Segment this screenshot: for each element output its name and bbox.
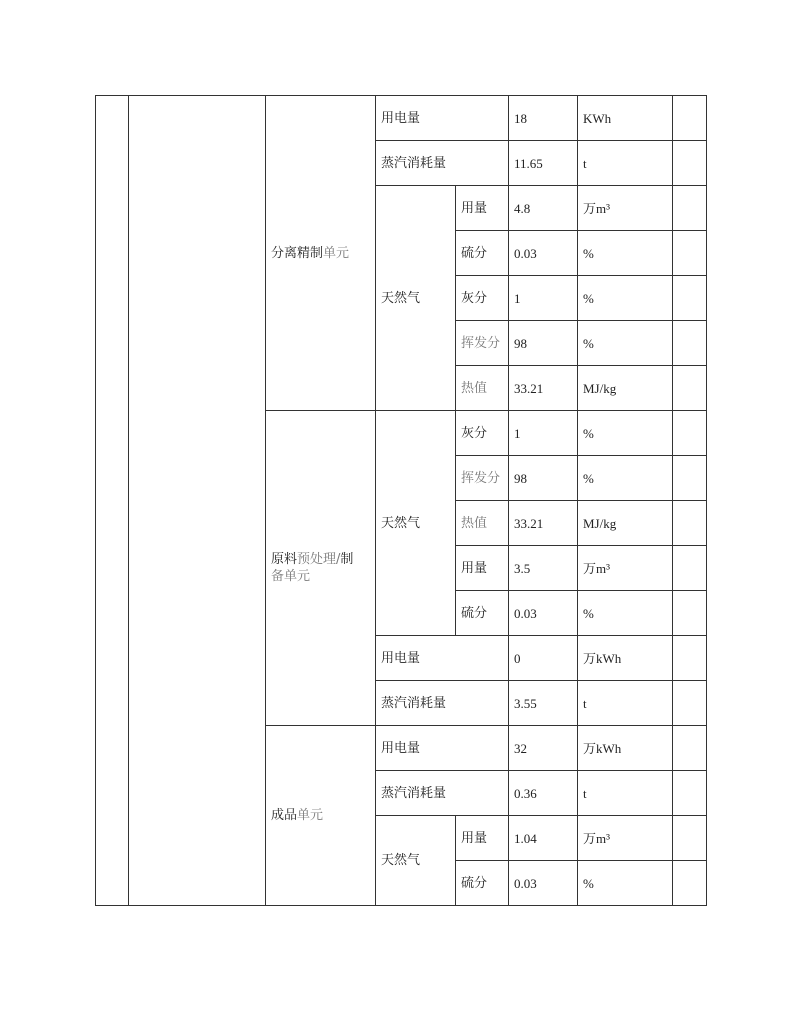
- item-cell: 蒸汽消耗量: [376, 771, 509, 816]
- value-cell: 33.21: [509, 501, 578, 546]
- value-cell: 11.65: [509, 141, 578, 186]
- item-cell: 蒸汽消耗量: [376, 141, 509, 186]
- unit-cell: 万m³: [578, 186, 673, 231]
- item-cell: 用电量: [376, 636, 509, 681]
- value-cell: 98: [509, 321, 578, 366]
- remark-cell: [673, 276, 707, 321]
- sub-item-cell: 硫分: [456, 861, 509, 906]
- sub-item-cell: 用量: [456, 546, 509, 591]
- sub-item-cell: 硫分: [456, 591, 509, 636]
- value-cell: 1: [509, 411, 578, 456]
- value-cell: 32: [509, 726, 578, 771]
- unit-cell: %: [578, 456, 673, 501]
- unit-cell: KWh: [578, 96, 673, 141]
- value-cell: 18: [509, 96, 578, 141]
- remark-cell: [673, 96, 707, 141]
- unit-cell: 万kWh: [578, 636, 673, 681]
- blank-col-2: [129, 96, 266, 906]
- unit-cell: %: [578, 591, 673, 636]
- unit-cell: %: [578, 276, 673, 321]
- remark-cell: [673, 231, 707, 276]
- unit-cell: %: [578, 321, 673, 366]
- remark-cell: [673, 366, 707, 411]
- remark-cell: [673, 546, 707, 591]
- unit-cell: %: [578, 231, 673, 276]
- value-cell: 98: [509, 456, 578, 501]
- item-cell: 用电量: [376, 726, 509, 771]
- remark-cell: [673, 411, 707, 456]
- unit-cell: 万kWh: [578, 726, 673, 771]
- unit-cell: 万m³: [578, 816, 673, 861]
- sub-item-cell: 挥发分: [456, 456, 509, 501]
- item-cell: 蒸汽消耗量: [376, 681, 509, 726]
- sub-item-cell: 用量: [456, 186, 509, 231]
- remark-cell: [673, 456, 707, 501]
- remark-cell: [673, 771, 707, 816]
- value-cell: 3.55: [509, 681, 578, 726]
- sub-item-cell: 热值: [456, 501, 509, 546]
- blank-col-1: [96, 96, 129, 906]
- value-cell: 0: [509, 636, 578, 681]
- unit-cell: MJ/kg: [578, 501, 673, 546]
- remark-cell: [673, 681, 707, 726]
- remark-cell: [673, 636, 707, 681]
- unit-product: 成品单元: [266, 726, 376, 906]
- value-cell: 0.03: [509, 591, 578, 636]
- unit-cell: t: [578, 681, 673, 726]
- remark-cell: [673, 726, 707, 771]
- unit-cell: %: [578, 861, 673, 906]
- sub-item-cell: 灰分: [456, 276, 509, 321]
- table-row: [96, 96, 707, 141]
- value-cell: 33.21: [509, 366, 578, 411]
- unit-cell: t: [578, 141, 673, 186]
- value-cell: 3.5: [509, 546, 578, 591]
- value-cell: 1.04: [509, 816, 578, 861]
- sub-item-cell: 灰分: [456, 411, 509, 456]
- remark-cell: [673, 861, 707, 906]
- remark-cell: [673, 141, 707, 186]
- sub-item-cell: 用量: [456, 816, 509, 861]
- value-cell: 4.8: [509, 186, 578, 231]
- item-cell: 用电量: [376, 96, 509, 141]
- unit-separation: 分离精制单元: [266, 96, 376, 411]
- unit-cell: t: [578, 771, 673, 816]
- energy-consumption-table: [95, 95, 707, 906]
- unit-cell: %: [578, 411, 673, 456]
- value-cell: 1: [509, 276, 578, 321]
- item-cell: 天然气: [376, 186, 456, 411]
- remark-cell: [673, 501, 707, 546]
- unit-pretreatment: 原料预处理/制 备单元: [266, 411, 376, 726]
- value-cell: 0.03: [509, 861, 578, 906]
- sub-item-cell: 硫分: [456, 231, 509, 276]
- item-cell: 天然气: [376, 816, 456, 906]
- item-cell: 天然气: [376, 411, 456, 636]
- remark-cell: [673, 591, 707, 636]
- sub-item-cell: 挥发分: [456, 321, 509, 366]
- sub-item-cell: 热值: [456, 366, 509, 411]
- remark-cell: [673, 816, 707, 861]
- unit-cell: 万m³: [578, 546, 673, 591]
- remark-cell: [673, 321, 707, 366]
- remark-cell: [673, 186, 707, 231]
- value-cell: 0.36: [509, 771, 578, 816]
- unit-cell: MJ/kg: [578, 366, 673, 411]
- value-cell: 0.03: [509, 231, 578, 276]
